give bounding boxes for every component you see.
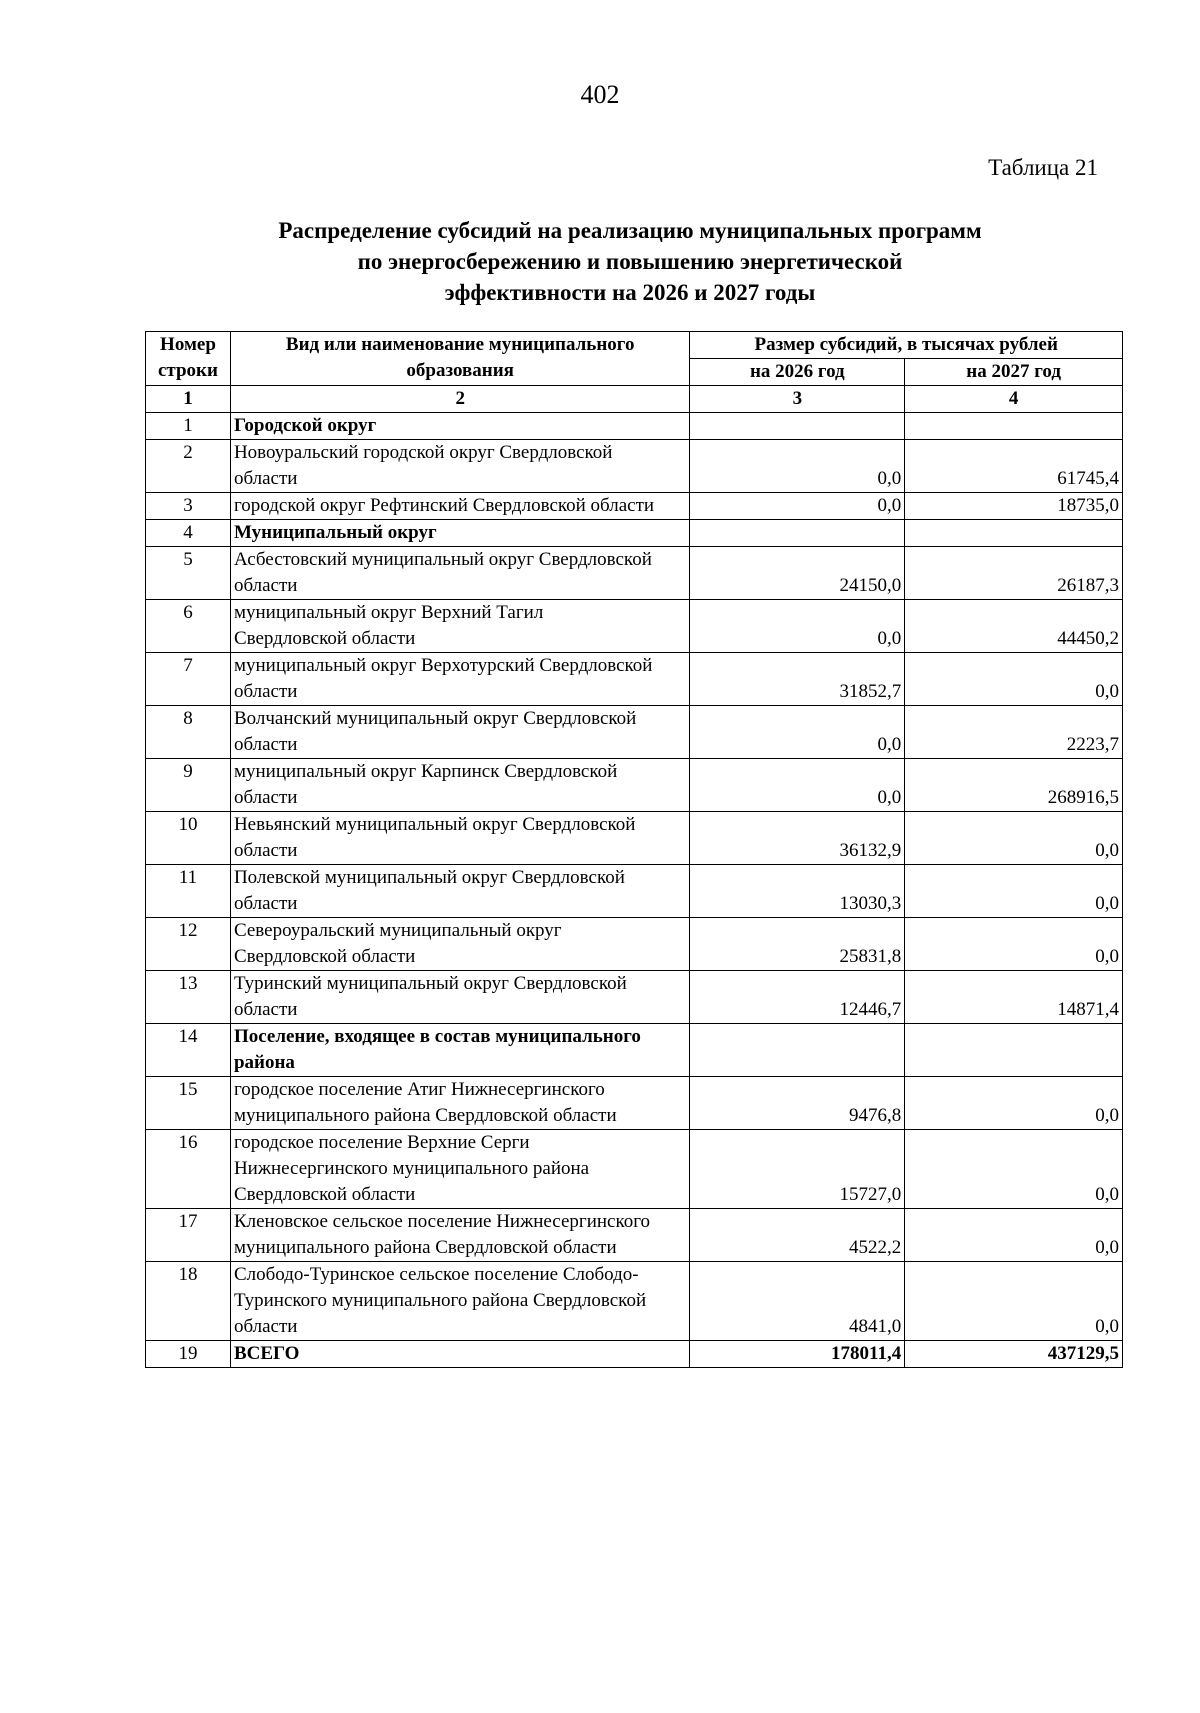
table-row	[146, 547, 1123, 600]
entity-name-line: Кленовское сельское поселение Нижнесергинского	[233, 1211, 651, 1232]
row-number: 3	[146, 493, 231, 520]
entity-name	[230, 971, 689, 1024]
header-2027: на 2027 год	[905, 359, 1123, 386]
entity-name-line: Свердловской области	[233, 628, 416, 649]
entity-name	[230, 653, 689, 706]
subsidy-2027	[905, 520, 1123, 547]
row-number: 15	[146, 1077, 231, 1130]
document-title	[140, 215, 1120, 308]
row-number: 7	[146, 653, 231, 706]
subsidy-2027	[905, 1024, 1123, 1077]
row-number: 12	[146, 918, 231, 971]
subsidy-2026: 0,0	[690, 706, 905, 759]
table-row	[146, 1024, 1123, 1077]
subsidy-2027	[905, 413, 1123, 440]
table-row	[146, 759, 1123, 812]
entity-name-line: области	[233, 681, 298, 702]
table-row	[146, 1077, 1123, 1130]
table-row	[146, 865, 1123, 918]
subsidy-2027: 0,0	[905, 653, 1123, 706]
subsidy-2026	[690, 1024, 905, 1077]
subsidy-2027: 61745,4	[905, 440, 1123, 493]
row-number: 9	[146, 759, 231, 812]
entity-name-line: области	[233, 999, 298, 1020]
entity-name-line: Свердловской области	[233, 1184, 416, 1205]
table-row	[146, 1130, 1123, 1209]
subsidy-2027: 18735,0	[905, 493, 1123, 520]
row-number: 1	[146, 413, 231, 440]
entity-name	[230, 413, 689, 440]
row-number: 13	[146, 971, 231, 1024]
entity-name	[230, 812, 689, 865]
row-number: 4	[146, 520, 231, 547]
subsidy-2027: 0,0	[905, 1262, 1123, 1341]
entity-name-line: городское поселение Атиг Нижнесергинского	[233, 1079, 605, 1100]
total-2027: 437129,5	[905, 1341, 1123, 1368]
table-row	[146, 918, 1123, 971]
table-header	[146, 332, 1123, 413]
entity-name-line: Асбестовский муниципальный округ Свердловской	[233, 549, 652, 570]
table-row	[146, 971, 1123, 1024]
subsidy-2027: 268916,5	[905, 759, 1123, 812]
subsidy-2027: 0,0	[905, 865, 1123, 918]
subsidy-2026: 0,0	[690, 493, 905, 520]
subsidy-2026: 4841,0	[690, 1262, 905, 1341]
row-number: 16	[146, 1130, 231, 1209]
entity-name	[230, 547, 689, 600]
entity-name-line: области	[233, 1316, 298, 1337]
entity-name-line: Туринского муниципального района Свердловской	[233, 1290, 647, 1311]
subsidy-2026: 13030,3	[690, 865, 905, 918]
entity-name	[230, 1130, 689, 1209]
subsidy-2027: 0,0	[905, 918, 1123, 971]
subsidy-2027: 0,0	[905, 1209, 1123, 1262]
subsidy-2026: 4522,2	[690, 1209, 905, 1262]
entity-name-line: области	[233, 787, 298, 808]
row-number: 14	[146, 1024, 231, 1077]
entity-name-line: Поселение, входящее в состав муниципального	[233, 1026, 641, 1047]
row-number: 2	[146, 440, 231, 493]
entity-name-line: области	[233, 840, 298, 861]
entity-name	[230, 440, 689, 493]
entity-name	[230, 706, 689, 759]
header-2026: на 2026 год	[690, 359, 905, 386]
header-text: строки	[157, 360, 218, 381]
header-index: 3	[690, 386, 905, 413]
table-body	[146, 413, 1123, 1341]
table-row	[146, 440, 1123, 493]
table-row	[146, 600, 1123, 653]
title-line: Распределение субсидий на реализацию муниципальных программ	[278, 218, 982, 243]
entity-name-line: муниципальный округ Верхотурский Свердловской	[233, 655, 653, 676]
subsidy-2026: 25831,8	[690, 918, 905, 971]
header-entity-name	[230, 332, 689, 386]
subsidy-2026: 12446,7	[690, 971, 905, 1024]
table-row	[146, 413, 1123, 440]
entity-name-line: района	[233, 1052, 295, 1073]
subsidy-2027: 0,0	[905, 1077, 1123, 1130]
row-number: 11	[146, 865, 231, 918]
subsidy-2026: 24150,0	[690, 547, 905, 600]
total-number: 19	[146, 1341, 231, 1368]
total-2026: 178011,4	[690, 1341, 905, 1368]
entity-name	[230, 1209, 689, 1262]
table-row	[146, 1262, 1123, 1341]
entity-name	[230, 1024, 689, 1077]
entity-name-line: Невьянский муниципальный округ Свердловской	[233, 814, 636, 835]
entity-name-line: Волчанский муниципальный округ Свердловской	[233, 708, 637, 729]
row-number: 8	[146, 706, 231, 759]
entity-name-line: муниципальный округ Верхний Тагил	[233, 602, 544, 623]
entity-name	[230, 493, 689, 520]
row-number: 10	[146, 812, 231, 865]
entity-name-line: Муниципальный округ	[233, 522, 437, 543]
header-text: образования	[406, 360, 514, 381]
subsidy-2026: 0,0	[690, 600, 905, 653]
header-index: 2	[230, 386, 689, 413]
entity-name-line: муниципального района Свердловской области	[233, 1105, 617, 1126]
subsidy-2026	[690, 520, 905, 547]
header-row-number	[146, 332, 231, 386]
entity-name-line: муниципального района Свердловской области	[233, 1237, 617, 1258]
subsidy-2027: 0,0	[905, 812, 1123, 865]
title-line: эффективности на 2026 и 2027 годы	[444, 280, 816, 305]
entity-name-line: области	[233, 468, 298, 489]
entity-name-line: городское поселение Верхние Серги	[233, 1132, 530, 1153]
subsidy-2026: 36132,9	[690, 812, 905, 865]
table-row	[146, 706, 1123, 759]
subsidy-2026	[690, 413, 905, 440]
entity-name	[230, 865, 689, 918]
entity-name-line: Слободо-Туринское сельское поселение Слободо-	[233, 1264, 639, 1285]
subsidy-table	[145, 331, 1123, 1368]
row-number: 17	[146, 1209, 231, 1262]
row-number: 6	[146, 600, 231, 653]
header-text: Номер	[160, 334, 216, 355]
table-label: Таблица 21	[988, 155, 1098, 180]
table-row	[146, 653, 1123, 706]
entity-name	[230, 520, 689, 547]
header-text: Вид или наименование муниципального	[285, 334, 635, 355]
entity-name	[230, 759, 689, 812]
subsidy-2027: 26187,3	[905, 547, 1123, 600]
subsidy-2027: 14871,4	[905, 971, 1123, 1024]
entity-name-line: Городской округ	[233, 415, 377, 436]
entity-name-line: Свердловской области	[233, 946, 416, 967]
table-row	[146, 1209, 1123, 1262]
subsidy-2027: 2223,7	[905, 706, 1123, 759]
subsidy-2027: 0,0	[905, 1130, 1123, 1209]
row-number: 18	[146, 1262, 231, 1341]
table-row	[146, 493, 1123, 520]
entity-name-line: городской округ Рефтинский Свердловской области	[233, 495, 655, 516]
entity-name-line: Североуральский муниципальный округ	[233, 920, 562, 941]
subsidy-2026: 0,0	[690, 759, 905, 812]
entity-name-line: области	[233, 893, 298, 914]
page-number: 402	[580, 80, 620, 109]
subsidy-2026: 9476,8	[690, 1077, 905, 1130]
entity-name-line: Нижнесергинского муниципального района	[233, 1158, 590, 1179]
header-index: 1	[146, 386, 231, 413]
subsidy-2027: 44450,2	[905, 600, 1123, 653]
header-index: 4	[905, 386, 1123, 413]
entity-name-line: Туринский муниципальный округ Свердловской	[233, 973, 627, 994]
entity-name	[230, 1262, 689, 1341]
subsidy-2026: 15727,0	[690, 1130, 905, 1209]
total-label: ВСЕГО	[230, 1341, 689, 1368]
entity-name	[230, 1077, 689, 1130]
entity-name-line: Полевской муниципальный округ Свердловской	[233, 867, 625, 888]
total-row	[146, 1341, 1123, 1368]
subsidy-2026: 31852,7	[690, 653, 905, 706]
table-row	[146, 520, 1123, 547]
table-row	[146, 812, 1123, 865]
entity-name-line: Новоуральский городской округ Свердловской	[233, 442, 613, 463]
entity-name	[230, 918, 689, 971]
header-amount-group: Размер субсидий, в тысячах рублей	[690, 332, 1123, 359]
title-line: по энергосбережению и повышению энергетической	[357, 249, 903, 274]
entity-name-line: области	[233, 734, 298, 755]
entity-name-line: области	[233, 575, 298, 596]
row-number: 5	[146, 547, 231, 600]
entity-name	[230, 600, 689, 653]
entity-name-line: муниципальный округ Карпинск Свердловской	[233, 761, 618, 782]
subsidy-2026: 0,0	[690, 440, 905, 493]
